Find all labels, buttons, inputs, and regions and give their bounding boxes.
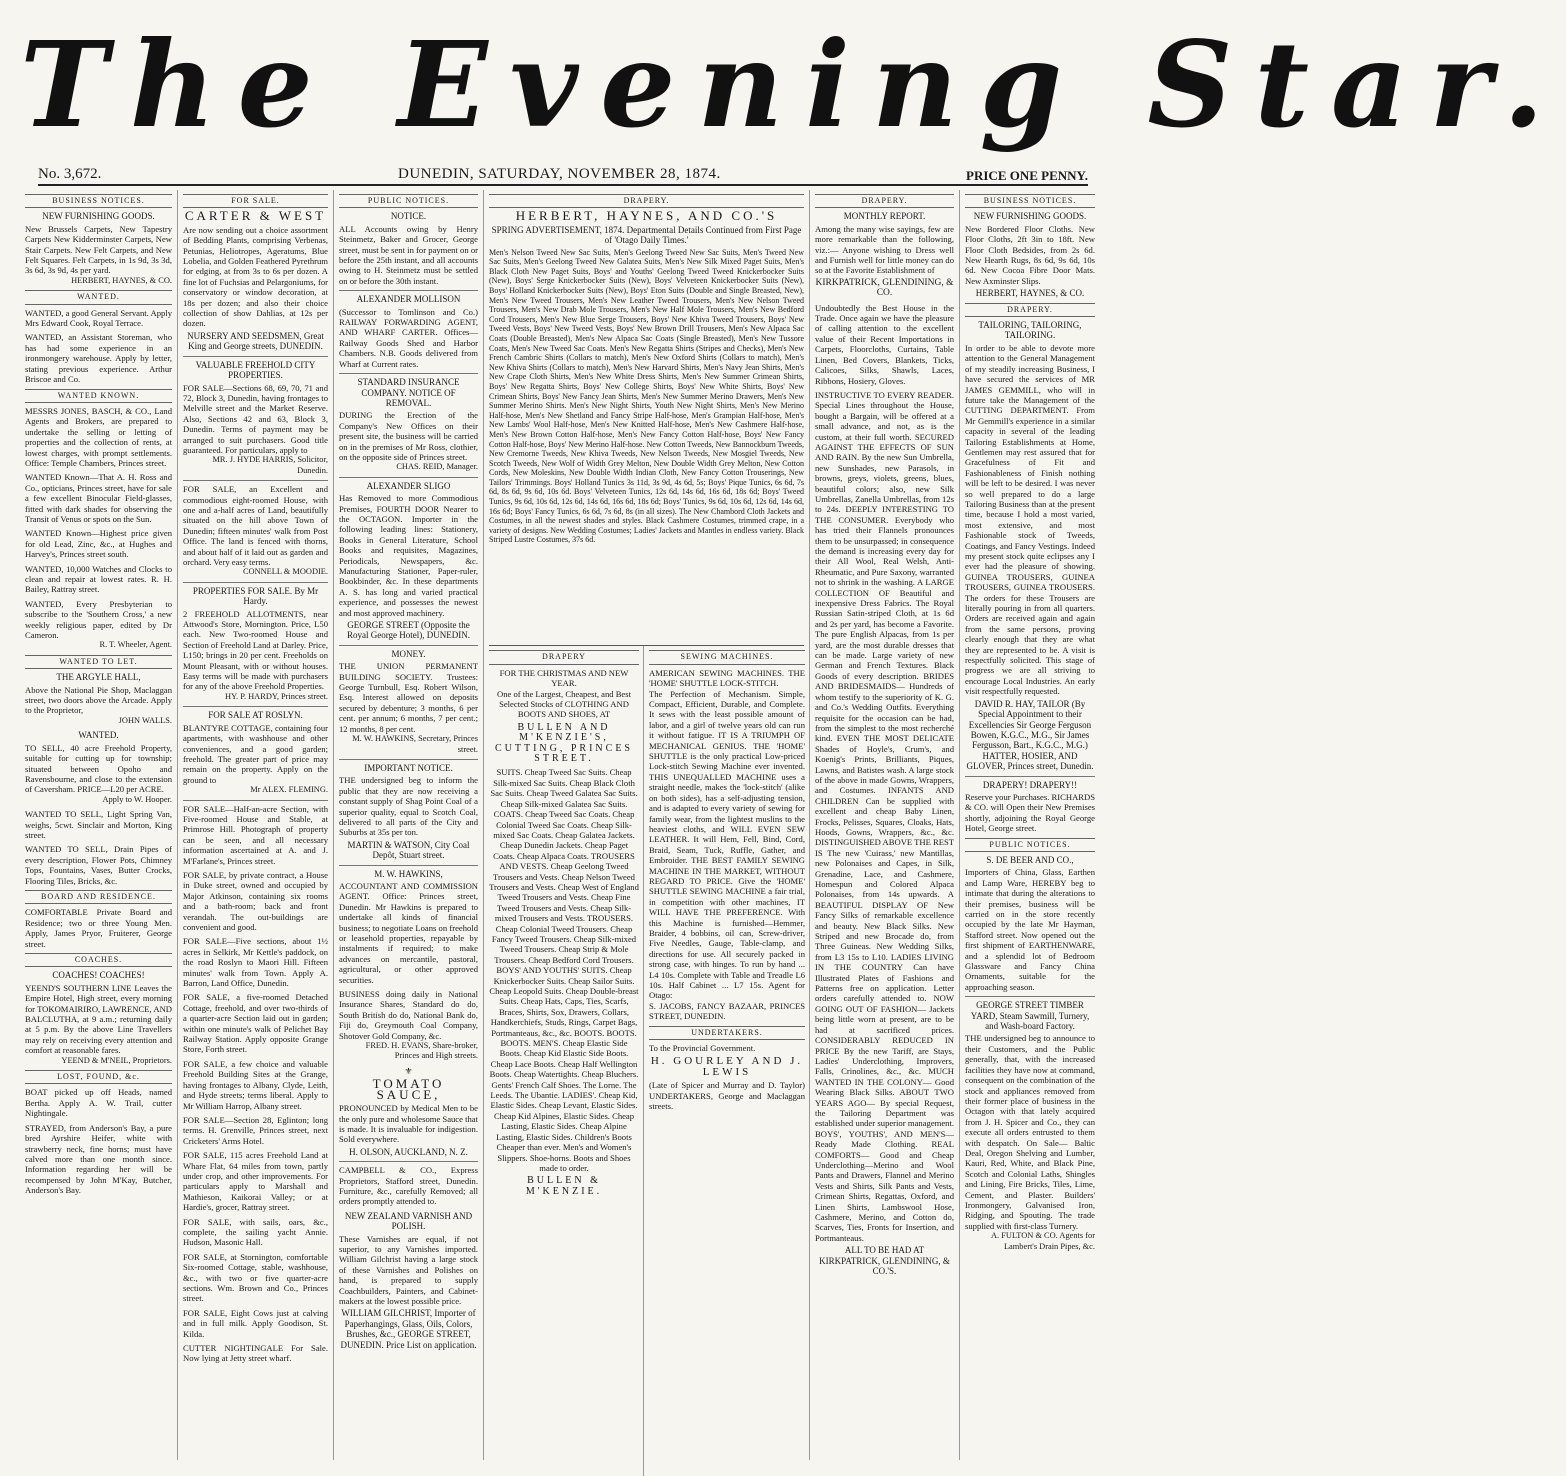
issue-date: DUNEDIN, SATURDAY, NOVEMBER 28, 1874. — [398, 166, 721, 182]
ad-signature: ALL TO BE HAD AT KIRKPATRICK, GLENDINING, & CO.'S. — [819, 1245, 950, 1277]
ad-signature: FRED. H. EVANS, Share-broker, Princes and High streets. — [365, 1041, 478, 1061]
section-heading: PUBLIC NOTICES. — [965, 838, 1095, 852]
divider — [339, 373, 478, 374]
advertisement — [965, 780, 1095, 834]
ad-signature: GEORGE STREET (Opposite the Royal George Hotel), DUNEDIN. — [346, 620, 471, 641]
ad-body: FOR SALE—Sections 68, 69, 70, 71 and 72, Block 3, Dunedin, having frontages to Melville street and the Market Reserve. Also, Sections 42 and 63, Block 3, Dunedin. Terms of payment may be arranged to suit purchasers. Good title guaranteed. For particulars, apply to — [183, 382, 328, 455]
divider — [339, 645, 478, 646]
ad-body: THE undersigned beg to announce to their Customers, and the Public generally, that, with the increased facilities they have now at command, consequent on the combination of the stock and appliances removed from their former place of business in the Octagon with that lately acquired from J. H. Spicer and Co., they can execute all orders entrusted to them with despatch. On Sale— Baltic Deal, Oregon Shelving and Lumber, Kauri, Red, White, and Black Pine, Scotch and Colonial Laths, Shingles and Lining, Fire Bricks, Tiles, Lime, Cement, and Plaster. Builders' Ironmongery, Galvanised Iron, Ridging, and Spouting. The trade supplied with first-class Turnery. — [965, 1033, 1095, 1231]
advertisement — [339, 481, 478, 641]
ad-title: MONEY. — [391, 648, 426, 659]
advertisement — [965, 211, 1095, 298]
advertisement — [965, 1000, 1095, 1252]
ad-signature: WILLIAM GILCHRIST, Importer of Paperhangings, Glass, Oils, Colors, Brushes, &c., GEORGE STREET, DUNEDIN. Price List on application. — [340, 1308, 477, 1350]
advertisement: FOR SALE—Half-an-acre Section, with Five-roomed House and Stable, at Primrose Hill. Photograph of property can be seen, and all necessary information ascertained at A. and J. M'Farlane's, Princes street. — [183, 803, 328, 866]
advertisement — [339, 763, 478, 861]
ad-signature: A. FULTON & CO. Agents for Lambert's Drain Pipes, &c. — [991, 1231, 1095, 1251]
ad-title: IMPORTANT NOTICE. — [364, 762, 453, 773]
advertisement — [815, 390, 954, 1277]
ad-subtitle: SPRING ADVERTISEMENT, 1874. Departmental Details Continued from First Page of 'Otago Daily Times.' — [491, 224, 802, 246]
section-heading: DRAPERY — [489, 650, 639, 664]
advertisement: FOR SALE—Five sections, about 1½ acres in Selkirk, Mr Kettle's paddock, on the road Roslyn to Maori Hill. Fifteen minutes' walk from Town. Apply A. Barron, Land Office, Dunedin. — [183, 936, 328, 989]
ad-title: H. GOURLEY AND J. LEWIS — [650, 1055, 804, 1078]
ad-title: HERBERT, HAYNES, AND CO.'S — [515, 208, 778, 224]
ad-body: Men's Nelson Tweed New Sac Suits, Men's Geelong Tweed New Sac Suits, Men's Tweed New Sac Suits, Men's Geelong Tweed New Galatea Suits, Men's New Silk Mixed Paget Suits, Men's Black Cloth New Paget Suits, Boys' and Youths' Geelong Tweed Tweed Knickerbocker Suits (New), Boys' Serge Knickerbocker Suits (New), Boys' Velveteen Knickerbocker Suits (New), Boys' Holland Knickerbocker Suits (New), Boys' Eton Suits (Double and Single Breasted, New), Men's New Tweed Trousers, Men's New Leather Tweed Trousers, Men's New Nelson Tweed Trousers, Men's New Drab Mole Trousers, Men's New Half Mole Trousers, Men's New Bedford Cord Trousers, Men's New Blue Serge Trousers, Boys' New Khiva Tweed Trousers, Boys' New Tweed Vests, Boys' New Tweed Vests, Boys' New Brown Drill Trousers, Men's New Alpaca Sac Coats (Double Breasted), Men's New Alpaca Sac Coats (Single Breasted), Men's New Tussore Coats, Men's New Tweed Sac Coats. Men's New Regatta Shirts (Stripes and Checks), Men's New French Cambric Shirts (Collars to match), Men's New Oxford Shirts (Collars to match), Men's New Khiva Shirts (Collars to match), Men's New Harvard Shirts, Men's Navy Jean Shirts, Men's New Crape Cloth Shirts, Men's New White Dress Shirts, Men's New Summer Crimean Shirts, Boys' New Regatta Shirts, Boys' New College Shirts, Boys' New White Shirts, Boys' New Crimean Shirts, Boys' New Fancy Jean Shirts, Men's New Summer Merino Drawers, Men's New Summer Merino Shirts. Men's New Night Shirts, Youth New Night Shirts, Men's New Merino Half-hose, Men's New Shetland and Fancy Stripe Half-hose, Men's Grampian Half-hose, Men's New Lambs' Wool Half-hose, Men's New Knitted Half-hose, Men's New Cashmere Half-hose, Men's New Brown Cotton Half-hose, Men's New Fancy Cotton Half-hose, Boys' New Fancy Cotton Half-hose, Boys' New Merino Half-hose. New Cotton Tweeds, New Bannockburn Tweeds, New Cremorne Tweeds, New Khiva Tweeds, New Nelson Tweeds, New Mosgiel Tweeds, New Scotch Tweeds, New Wolf of Width Grey Melton, New Double Width Grey Melton, New Cotton Cords, New Moleskins, New Double Width Indian Cloth, New Fancy Cotton Trouserings, New Tailors' Trimmings. Boys' Holland Tunics 3s 11d, 3s 9d, 4s 6d, 5s; Boys' Pique Tunics, 6s 6d, 7s 6d, 8s 6d, 9s 6d, 10s 6d. Boys' Velveteen Tunics, 12s 6d, 14s 6d, 16s 6d, 18s 6d; Boys' Tweed Tunics, 9s 6d, 10s 6d, 12s 6d, 14s 6d, 16s 6d, 18s 6d; Boys' Tunics, 9s 6d, 10s 6d, 12s 6d, 14s 6d, 16s 6d; Boys' Fancy Tunics, 6s 6d, 7s 6d, 8s (in all sizes). The New Chambord Cloth Jackets and Costumes, in all the newest shades and styles. Black Cashmere Costumes, trimmed crape, in a variety of designs. New Wedding Costumes; Ladies' Jackets and Mantles in endless variety. Black Striped Lustre Costumes, 37s 6d. — [489, 247, 804, 545]
divider — [339, 865, 478, 866]
ad-title: TAILORING, TAILORING, TAILORING. — [978, 320, 1082, 341]
ad-signature: S. JACOBS, FANCY BAZAAR, PRINCES STREET, DUNEDIN. — [649, 1000, 805, 1022]
drapery-subcolumns — [489, 645, 804, 1476]
ad-signature: (Late of Spicer and Murray and D. Taylor) UNDERTAKERS, George and Maclaggan streets. — [649, 1080, 805, 1112]
ad-signature: KIRKPATRICK, GLENDINING, & CO. — [815, 277, 954, 299]
section-heading: WANTED. — [25, 290, 172, 304]
ad-body: Importers of China, Glass, Earthen and Lamp Ware, HEREBY beg to intimate that during the alterations to their premises, business will be carried on in the store recently occupied by the late Mr Hayman, Stafford street. Now opened out the first shipment of EARTHENWARE, and a splendid lot of Bedroom Glassware and Fancy China Ornaments, suitable for the approaching season. — [965, 867, 1095, 992]
column-4 — [484, 190, 810, 1460]
advertisement — [965, 855, 1095, 992]
divider — [183, 582, 328, 583]
ad-signature: MARTIN & WATSON, City Coal Depôt, Stuart street. — [347, 839, 470, 861]
advertisement: CUTTER NIGHTINGALE For Sale. Now lying at Jetty street wharf. — [183, 1343, 328, 1364]
ad-signature: R. T. Wheeler, Agent. — [99, 640, 172, 650]
advertisement — [25, 599, 172, 651]
divider — [183, 706, 328, 707]
ad-title: AMERICAN SEWING MACHINES. THE 'HOME' SHUTTLE LOCK-STITCH. — [649, 667, 805, 689]
advertisement: COMFORTABLE Private Board and Residence; two or three Young Men. Apply, James Pryor, Fruiterer, George street. — [25, 907, 172, 949]
section-heading: UNDERTAKERS. — [649, 1026, 805, 1040]
section-heading: COACHES. — [25, 953, 172, 967]
ad-signature: HERBERT, HAYNES, & CO. — [71, 275, 172, 285]
ad-body: SUITS. Cheap Tweed Sac Suits. Cheap Silk-mixed Sac Suits. Cheap Black Cloth Sac Suits. Cheap Tweed Galatea Sac Suits. Cheap Silk-mixed Galatea Sac Suits. COATS. Cheap Tweed Sac Coats. Cheap Colonial Tweed Sac Coats. Cheap Silk-mixed Sac Coats. Cheap Galatea Jackets. Cheap Dunedin Jackets. Cheap Paget Coats. Cheap Alpaca Coats. TROUSERS AND VESTS. Cheap Geelong Tweed Trousers and Vests. Cheap Nelson Tweed Trousers and Vests. Cheap West of England Tweed Trousers and Vests. Cheap Fine Tweed Trousers and Vests. Cheap Silk-mixed Trousers and Vests. TROUSERS. Cheap Colonial Tweed Trousers. Cheap Fancy Tweed Trousers. Cheap Silk-mixed Tweed Trousers. Cheap Strip & Mole Trousers. Cheap Bedford Cord Trousers. BOYS' AND YOUTHS' SUITS. Cheap Knickerbocker Suits. Cheap Sailor Suits. Cheap Leopold Suits. Cheap Double-breast Suits. Cheap Hats, Caps, Ties, Scarfs, Braces, Shirts, Sox, Drawers, Collars, Handkerchiefs, Studs, Rings, Carpet Bags, Portmanteaus, &c., &c. BOOTS. BOOTS. BOOTS. MEN'S. Cheap Elastic Side Boots. Cheap Kid Elastic Side Boots. Cheap Lace Boots. Cheap Half Wellington Boots. Cheap Watertights. Cheap Bluchers. Gents' French Calf Shoes. The Lorne. The Leeds. The Ubantie. LADIES'. Cheap Kid, Elastic Sides. Cheap Levant, Elastic Sides. Cheap Kid Alpines, Elastic Sides. Cheap Lasting, Elastic Sides. Cheap Alpine Lasting, Elastic Sides. Children's Boots Cheaper than ever. Men's and Women's Slippers. Shoe-horns. Boots and Shoes made to order. — [489, 767, 639, 1173]
advertisement: CAMPBELL & CO., Express Proprietors, Stafford street, Dunedin. Furniture, &c., carefully Removed; all orders promptly attended to. — [339, 1165, 478, 1207]
ad-body: YEEND'S SOUTHERN LINE Leaves the Empire Hotel, High street, every morning for TOKOMAIRIRO, LAWRENCE, AND BALCLUTHA, at 9 a.m.; returning daily at 5 p.m. By the above Line Travellers may rely on receiving every attention and comfort at reasonable fares. — [25, 982, 172, 1056]
advertisement — [339, 989, 478, 1062]
ad-title: ALEXANDER MOLLISON — [356, 294, 461, 305]
ad-body: New Brussels Carpets, New Tapestry Carpets New Kidderminster Carpets, New Stair Carpets. New Felt Carpets, and New Felt Squares. Felt Carpets, in 1s 9d, 3s 3d, 3s 6d, 3s 9d, 4s per yard. — [25, 223, 172, 276]
section-heading: DRAPERY. — [815, 194, 954, 208]
section-heading: BOARD AND RESIDENCE. — [25, 890, 172, 904]
newspaper-title: The Evening Star. — [20, 15, 1566, 154]
ad-title: NEW ZEALAND VARNISH AND POLISH. — [344, 1210, 473, 1232]
column-5 — [810, 190, 960, 1460]
ad-title: NEW FURNISHING GOODS. — [973, 211, 1087, 222]
column-3 — [334, 190, 484, 1460]
ad-title: VALUABLE FREEHOLD CITY PROPERTIES. — [195, 359, 316, 381]
column-6 — [960, 190, 1100, 1460]
ad-signature: Apply to W. Hooper. — [102, 794, 172, 804]
ad-signature: BULLEN AND M'KENZIE'S, CUTTING, PRINCES STREET. — [494, 721, 633, 765]
ad-title: PROPERTIES FOR SALE. By Mr Hardy. — [192, 585, 319, 607]
section-heading: DRAPERY. — [965, 303, 1095, 317]
subcolumn-sewing — [649, 646, 805, 1476]
advertisement — [339, 377, 478, 473]
advertisement — [183, 208, 328, 352]
advertisement — [489, 208, 804, 641]
advertisement — [183, 360, 328, 476]
advertisement: WANTED, an Assistant Storeman, who has had some experience in an ironmongery warehouse. Apply by letter, stating previous experience. Arthur Briscoe and Co. — [25, 332, 172, 385]
divider — [339, 477, 478, 478]
ad-body: ACCOUNTANT AND COMMISSION AGENT. Office: Princes street, Dunedin. Mr Hawkins is prepared to undertake all kinds of financial business; to negotiate Loans on freehold or leasehold properties, repayable by instalments if required; to make advances on mercantile, pastoral, agricultural, or other approved securities. — [339, 880, 478, 985]
ad-body: 2 FREEHOLD ALLOTMENTS, near Attwood's Store, Mornington. Price, L50 each. New Two-roomed House and Section of Freehold Land at Darley. Price, L150; brings in 20 per cent. Freeholds on Mount Pleasant, with or without houses. Easy terms will be made with purchasers for any of the above Freehold Properties. — [183, 608, 329, 692]
advertisement: WANTED TO SELL, Light Spring Van, weighs, 5cwt. Sinclair and Morton, King street. — [25, 809, 172, 840]
section-heading: WANTED TO LET. — [25, 655, 172, 669]
ad-signature: BULLEN & M'KENZIE. — [525, 1175, 603, 1197]
section-heading: BUSINESS NOTICES. — [25, 194, 172, 208]
section-heading: LOST, FOUND, &c. — [25, 1070, 172, 1084]
ad-title: STANDARD INSURANCE COMPANY. NOTICE OF REMOVAL. — [357, 377, 460, 408]
ad-title: NEW FURNISHING GOODS. — [42, 211, 155, 222]
ad-body: Among the many wise sayings, few are more remarkable than the following, viz.:— Anyone wishing to Dress well and Furnish well for little money can do so at the Favorite Establishment of — [815, 223, 954, 276]
advertisement — [183, 710, 328, 795]
advertisement — [339, 869, 478, 985]
ad-title: NOTICE. — [390, 211, 427, 222]
divider — [339, 290, 478, 291]
ad-signature: M. W. HAWKINS, Secretary, Princes street. — [352, 734, 478, 754]
divider — [965, 996, 1095, 997]
ad-title: FOR SALE AT ROSLYN. — [208, 710, 303, 721]
ad-title: WANTED. — [78, 730, 119, 741]
ad-body: FOR SALE, an Excellent and commodious eight-roomed House, with one and a-half acres of Land, beautifully situated on the hill above Town of Dunedin; fifteen minutes' walk from Post Office. The land is fenced with thorns, and about half of it laid out as garden and orchard. Very easy terms. — [183, 484, 328, 567]
advertisement — [339, 294, 478, 369]
ad-signature: HY. P. HARDY, Princes street. — [225, 691, 328, 701]
divider — [183, 356, 328, 357]
ad-title: COACHES! COACHES! — [52, 970, 145, 981]
masthead — [0, 0, 1566, 160]
ad-title: S. DE BEER AND CO., — [986, 854, 1074, 865]
advertisement — [965, 320, 1095, 771]
ad-signature: MR. J. HYDE HARRIS, Solicitor, Dunedin. — [212, 455, 328, 475]
advertisement — [339, 649, 478, 755]
ad-signature: HERBERT, HAYNES, & CO. — [975, 288, 1085, 299]
ad-body: INSTRUCTIVE TO EVERY READER. Special Lines throughout the House, bought a Bargain, will be offered at a small advance, and not, as is the custom, at their full worth. SECURED AGAINST THE EFFECTS OF SUN AND RAIN. By the new Sun Umbrella, new Sunshades, new Parasols, in browns, greys, violets, greens, blues, beautiful colors; also, new Silk Umbrellas, Zanella Umbrellas, from 12s to 24s. DEEPLY INTERESTING TO THE CONSUMER. Everybody who has tried their Flannels pronounces them to be unsurpassed; in consequence the demand is increasing every day for their All Wool, Real Welsh, Anti-Rheumatic, and Pure Saxony, warranted not to shrink in the washing. A LARGE COLLECTION OF Beautiful and inexpensive Dress Fabrics. The Royal Russian Satin-striped Cloth, at 1s 6d and 2s per yard, has become a Favorite. The pure English Alpacas, from 1s per yard, are the most durable dresses that can be made. Large variety of new German and French Textures. Black Goods of every description. BRIDES AND BRIDESMAIDS— Hundreds of whom testify to the superiority of K. G. and Co.'s Wedding Outfits. Everything requisite for the occasion can be had, from the simplest to the most recherché kind. EVEN THE MOST DELICATE Shades of Hoyle's, Crum's, and Koenig's Prints, Brilliants, Piques, Lawns, and Batistes wash. A large stock of the above in made Gowns, Wrappers, and Costumes. INFANTS AND CHILDREN Can be supplied with excellent and cheap Baby Linen, Frocks, Pelisses, Squares, Cloaks, Hats, Hoods, Gowns, Wrappers, &c., &c. DISTINGUISHED ABOVE THE REST IS The new 'Cuirass,' new Mantillas, new Polonaises and Capes, in Silk, Grenadine, Lace, and Cashmere, Homespun and Colored Alpaca Polonaises, from 14s upwards. A BEAUTIFUL DISPLAY OF New Fancy Silks of remarkable excellence and beauty. New Black Silks. New Striped and new Brocade do, from Three Guineas. New Wedding Silks, from L3 15s to L10. LADIES LIVING IN THE COUNTRY Can have Illustrated Plates of Fashions and Patterns free on application. Letter orders carefully attended to. NOW GOING OUT OF FASHION— Jackets being little worn at present, are to be had at sacrificed prices. CONSIDERABLY REDUCED IN PRICE By the new Tariff, are Stays, Ladies' Underclothing, Improvers, Falls, Crinolines, &c., &c. MUCH WANTED IN THE COLONY— Good Wearing Black Silks. ABOUT TWO YEARS AGO— By special Request, the Tailoring Department was established under superior management. BOYS', YOUTHS', AND MEN'S— Ready Made Clothing. REAL COMFORTS— Good and Cheap Underclothing—Merino and Wool Pants and Drawers, Flannel and Merino Vests and Shirts, Silk Pants and Vests, Crimean Shirts, Regattas, Oxford, and Linen Shirts, Lambswool Hose, Cashmere, Merino, and Cotton do, Scarves, Ties, Fronts for Insertion, and Portmanteaus. — [815, 389, 955, 1243]
ad-signature: DAVID R. HAY, TAILOR (By Special Appointment to their Excellencies Sir George Ferguson Bowen, K.G.C., M.G., Sir James Fergusson, Bart., K.G.C., M.G.) HATTER, HOSIER, AND GLOVER, Princes street, Dunedin. — [966, 698, 1094, 772]
ad-title: TOMATO SAUCE, — [372, 1076, 445, 1102]
subcolumn-clothing — [489, 646, 644, 1476]
section-heading: SEWING MACHINES. — [649, 650, 805, 664]
ad-title: THE ARGYLE HALL, — [56, 672, 141, 683]
ad-signature: JOHN WALLS. — [118, 715, 172, 725]
ad-title: CARTER & WEST — [184, 208, 327, 224]
ad-body: DURING the Erection of the Company's New Offices on their present site, the business will be carried on in the premises of Mr Ross, clothier, on the opposite side of Princes street. — [339, 410, 478, 462]
divider — [339, 1161, 478, 1162]
advertisement: WANTED Known—Highest price given for old Lead, Zinc, &c., at Hughes and Harvey's, Princes street south. — [25, 528, 172, 560]
advertisement: WANTED Known—That A. H. Ross and Co., opticians, Princes street, have for sale a few excellent Binocular Field-glasses, fitted with dark shades for observing the Transit of Venus or spots on the Sun. — [25, 472, 172, 524]
ad-body: PRONOUNCED by Medical Men to be the only pure and wholesome Sauce that is made. It is invaluable for indigestion. Sold everywhere. — [339, 1103, 478, 1145]
advertisement — [339, 1211, 478, 1350]
ad-body: In order to be able to devote more attention to the General Management of my steadily increasing Business, I have secured the services of MR JAMES GEMMILL, who will in future take the Management of the CUTTING DEPARTMENT. From Mr Gemmill's experience in a similar capacity in several of the leading Tailoring Establishments at Home, Gentlemen may rest assured that for Gracefulness of Fit and Fashionableness of Finish nothing will be left to be desired. I was never so well prepared to do a large Tailoring Business than at the present time, because I hold a most varied, most extensive, and most Fashionable stock of Tweeds, Coatings, and Fancy Vestings. Indeed my present stock quite eclipses any I ever had the pleasure of showing. GUINEA TROUSERS, GUINEA TROUSERS, GUINEA TROUSERS. The orders for these Trousers are literally pouring in from all quarters. Orders are received again and again from the same persons, proving clearly enough that they are what they are represented to be. A visit is respectfully solicited. This stage of progress we are all striving to encourage Local Industries. An early visit respectfully requested. — [965, 342, 1095, 697]
divider — [183, 480, 328, 481]
advertisement — [339, 1066, 478, 1157]
advertisement: FOR SALE, at Stornington, comfortable Six-roomed Cottage, stable, washhouse, &c., with two or five quarter-acre sections. Wm. Brown and Co., Princes street. — [183, 1251, 328, 1304]
ad-body: BLANTYRE COTTAGE, containing four apartments, with washhouse and other conveniences, and a good garden; freehold. The greater part of price may remain on the property. Apply on the ground to — [183, 722, 328, 785]
ad-signature: CHAS. REID, Manager. — [396, 462, 478, 472]
column-2 — [178, 190, 334, 1460]
divider — [965, 776, 1095, 777]
ad-body: One of the Largest, Cheapest, and Best Selected Stocks of CLOTHING AND BOOTS AND SHOES, AT — [497, 688, 631, 720]
ad-body: Above the National Pie Shop, Maclaggan street, two doors above the Arcade. Apply to the Proprietor, — [25, 684, 172, 716]
advertisement: MESSRS JONES, BASCH, & CO., Land Agents and Brokers, are prepared to undertake the selling or letting of properties and the collection of rents, at lowest charges, with prompt settlements. Office: Temple Chambers, Princes street. — [25, 405, 172, 468]
dateline — [38, 160, 1088, 186]
ad-body: WANTED, Every Presbyterian to subscribe to the 'Southern Cross,' a new weekly religious paper, edited by Dr Cameron. — [25, 598, 172, 641]
advertisement — [339, 211, 478, 286]
ad-title: ALEXANDER SLIGO — [366, 480, 451, 491]
column-1 — [20, 190, 178, 1460]
ad-body: Are now sending out a choice assortment of Bedding Plants, comprising Verbenas, Petunias, Heliotropes, Ageratums, Blue Lobelia, and Golden Feathered Pyrethrum for edging, at from 3s to 6s per dozen. A fine lot of Fuchsias and Pelargoniums, for conservatory or window decoration, at 18s per dozen; and also their choice collection of show Dahlias, at 12s per dozen. — [183, 224, 328, 329]
ad-signature: YEEND & M'NEIL, Proprietors. — [61, 1055, 172, 1065]
advertisement — [25, 672, 172, 726]
price: PRICE ONE PENNY. — [966, 168, 1088, 183]
ad-signature: NURSERY AND SEEDSMEN, Great King and George streets, DUNEDIN. — [187, 330, 324, 352]
columns — [20, 190, 1100, 1460]
ad-title: FOR THE CHRISTMAS AND NEW YEAR. — [499, 667, 629, 689]
ad-body: THE undersigned beg to inform the public that they are now receiving a constant supply of Shag Point Coal of a superior quality, equal to Scotch Coal, delivered to all parts of the City and Suburbs at 35s per ton. — [339, 775, 478, 838]
advertisement: STRAYED, from Anderson's Bay, a pure bred Ayrshire Heifer, white with strawberry neck, fine horns; must have calved more than one month since. Information regarding her will be recompensed by John M'Kay, Butcher, Anderson's Bay. — [25, 1122, 172, 1196]
ad-body: To the Provincial Government. — [649, 1043, 756, 1054]
section-heading: BUSINESS NOTICES. — [965, 194, 1095, 208]
advertisement — [25, 730, 172, 805]
advertisement: FOR SALE, by private contract, a House in Duke street, owned and occupied by Major Atkinson, containing six rooms and a bath-room; back and front verandah. The out-buildings are convenient and good. — [183, 869, 328, 932]
advertisement: FOR SALE, 115 acres Freehold Land at Whare Flat, 64 miles from town, partly under crop, and other improvements. For particulars apply to Marshall and Mathieson, Kaikorai Valley; or at Hardie's, grocer, Rattray street. — [183, 1150, 328, 1213]
ad-body: THE UNION PERMANENT BUILDING SOCIETY. Trustees: George Turnbull, Esq. Robert Wilson, Esq. Interest allowed on deposits secured by debenture; 3 months, 6 per cent. per annum; 6 months, 7 per cent.; 12 months, 8 per cent. — [339, 661, 478, 734]
advertisement: Undoubtedly the Best House in the Trade. Once again we have the pleasure of calling attention to the excellent value of their Recent Importations in Carpets, Floorcloths, Curtains, Table Linen, Bed Covers, Blankets, Ticks, Calicoes, Silks, Shawls, Laces, Ribbons, Hosiery, Gloves. — [815, 302, 954, 386]
advertisement — [25, 211, 172, 286]
section-heading: WANTED KNOWN. — [25, 389, 172, 403]
advertisement — [25, 970, 172, 1066]
ad-body: New Bordered Floor Cloths. New Floor Cloths, 2ft 3in to 18ft. New Floor Cloth Bedsides, from 2s 6d. New Hearth Rugs, 8s 6d, 9s 6d, 10s 6d. New Cocoa Fibre Door Mats. New Axminster Slips. — [965, 223, 1095, 286]
advertisement — [815, 211, 954, 298]
ad-body: ALL Accounts owing by Henry Steinmetz, Baker and Grocer, George street, must be sent in for payment on or before the 25th instant, and all accounts owing to H. Steinmetz must be settled on or before the 30th instant. — [339, 223, 478, 286]
advertisement: FOR SALE—Section 28, Eglinton; long terms. H. Grenville, Princes street, next Cricketers' Arms Hotel. — [183, 1114, 328, 1146]
ad-body: BUSINESS doing daily in National Insurance Shares, Standard do do, South British do do, National Bank do, Fiji do, Greymouth Coal Company, Shotover Gold Company, &c. — [339, 989, 478, 1041]
section-heading: DRAPERY. — [489, 194, 804, 208]
advertisement: BOAT picked up off Heads, named Bertha. Apply A. W. Trail, cutter Nightingale. — [25, 1087, 172, 1119]
ad-title: GEORGE STREET TIMBER YARD, Steam Sawmill, Turnery, and Wash-board Factory. — [970, 1000, 1090, 1032]
ad-body: Has Removed to more Commodious Premises, FOURTH DOOR Nearer to the OCTAGON. Importer in the following leading lines: Stationery, Books in General Literature, School Books and requisites, Magazines, Periodicals, Newspapers, &c. Manufacturing Stationer, Paper-ruler, Bookbinder, &c. In these departments A. S. has long and varied practical experience, and possesses the newest and most approved machinery. — [339, 493, 478, 618]
advertisement: WANTED TO SELL, Drain Pipes of every description, Flower Pots, Chimney Tops, Fountains, Vases, Butter Crocks, Flooring Tiles, Bricks, &c. — [25, 844, 172, 886]
advertisement — [183, 586, 328, 702]
issue-number: No. 3,672. — [38, 166, 102, 182]
section-heading: PUBLIC NOTICES. — [339, 194, 478, 208]
section-heading: FOR SALE. — [183, 194, 328, 208]
divider — [183, 800, 328, 801]
crest-icon: ⚜ — [404, 1065, 413, 1076]
ad-title: MONTHLY REPORT. — [843, 211, 926, 222]
advertisement: FOR SALE, Eight Cows just at calving and in full milk. Apply Goodison, St. Kilda. — [183, 1307, 328, 1339]
ad-signature: Mr ALEX. FLEMING. — [250, 785, 328, 795]
ad-title: DRAPERY! DRAPERY!! — [982, 779, 1078, 790]
advertisement: FOR SALE, with sails, oars, &c., complete, the sailing yacht Annie. Hudson, Masonic Hall. — [183, 1216, 328, 1248]
divider — [339, 759, 478, 760]
advertisement — [183, 484, 328, 578]
ad-body: TO SELL, 40 acre Freehold Property, suitable for cutting up for township; situated between Opoho and Ravensbourne, and close to the extension of Caversham. PRICE—L20 per ACRE. — [25, 742, 172, 795]
advertisement: WANTED, 10,000 Watches and Clocks to clean and repair at lowest rates. R. H. Bailey, Rattray street. — [25, 563, 172, 595]
ad-body: Reserve your Purchases. RICHARDS & CO. will Open their New Premises shortly, adjoining the Royal George Hotel, George street. — [965, 791, 1095, 834]
ad-body: These Varnishes are equal, if not superior, to any Varnishes imported. William Gilchrist having a large stock of these Varnishes and Polishes on hand, is prepared to supply Coachbuilders, Painters, and Cabinet-makers at the lowest possible price. — [339, 1233, 478, 1306]
ad-title: M. W. HAWKINS, — [374, 868, 443, 879]
ad-body: (Successor to Tomlinson and Co.) RAILWAY FORWARDING AGENT, AND WHARF CARTER. Offices—Railway Goods Shed and Harbor Chambers. N.B. Goods delivered from Wharf at Current rates. — [339, 306, 478, 369]
ad-body: The Perfection of Mechanism. Simple, Compact, Efficient, Durable, and Complete. It sews with the least possible amount of labor, and a girl of twelve years old can run it without fatigue. IT IS A TRIUMPH OF MECHANICAL GENIUS. THE 'HOME' SHUTTLE is the only practical Low-priced Lock-stitch Sewing Machine ever invented. THIS UNEQUALLED MACHINE uses a straight needle, makes the 'lock-stitch' (alike on both sides), has a self-adjusting tension, and is adapted to every variety of sewing for family wear, from the lightest muslins to the heaviest cloths, and WILL EVEN SEW LEATHER. It will Hem, Fell, Bind, Cord, Braid, Seam, Tuck, Ruffle, Gather, and Embroider. THE BEST FAMILY SEWING MACHINE IN THE MARKET, WITHOUT REGARD TO PRICE. Give the 'HOME' SHUTTLE SEWING MACHINE a fair trial, in competition with other machines, IT WILL HAVE THE PREFERENCE. With this Machine is furnished—Hemmer, Braider, 4 bobbins, oil can, Screw-driver, Five Needles, Gauge, Table-clamp, and directions for use. All securely packed in strong case, with hinges. To run by hand ... L4 10s. Complete with Table and Treadle L6 10s. Half Cabinet ... L7 15s. Agent for Otago: — [649, 688, 805, 1001]
ad-signature: H. OLSON, AUCKLAND, N. Z. — [349, 1146, 468, 1157]
advertisement: WANTED, a good General Servant. Apply Mrs Edward Cook, Royal Terrace. — [25, 307, 172, 329]
ad-signature: CONNELL & MOODIE. — [242, 567, 328, 577]
advertisement: FOR SALE, a five-roomed Detached Cottage, freehold, and over two-thirds of a quarter-acre Section laid out in garden; within one minute's walk of Pelichet Bay Railway Station. Apply opposite Grange Store, Forth street. — [183, 992, 328, 1055]
advertisement: FOR SALE, a few choice and valuable Freehold Building Sites at the Grange, having frontages to Albany, Clyde, Leith, and Hyde streets; terms liberal. Apply to Mr William Harrop, Albany street. — [183, 1058, 328, 1111]
